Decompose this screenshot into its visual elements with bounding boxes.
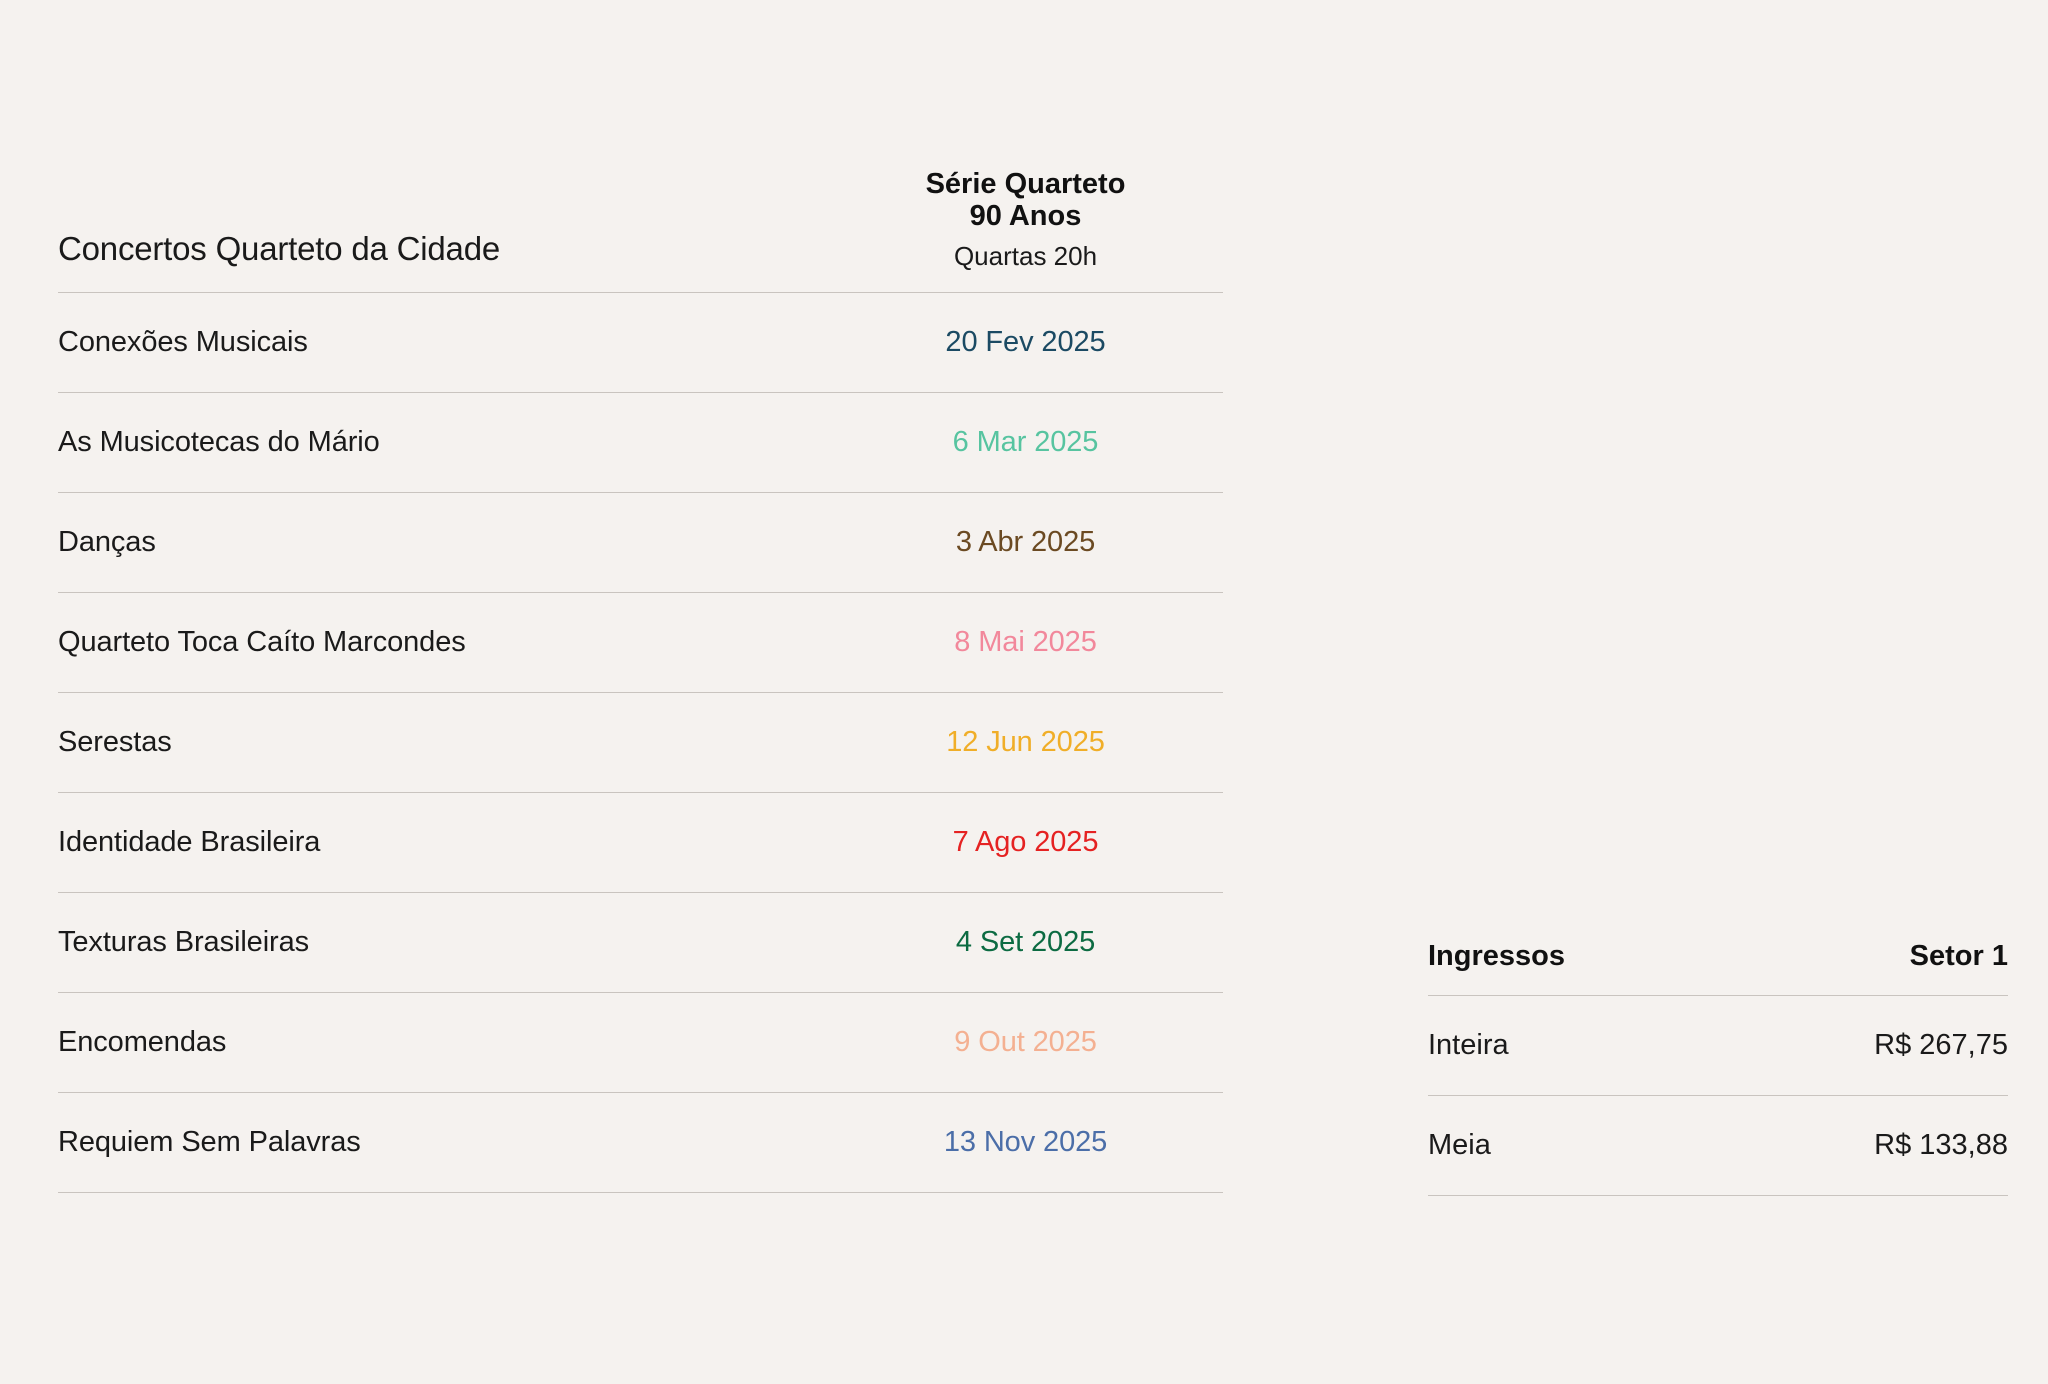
table-row bbox=[58, 893, 1223, 993]
tickets-header-sector: Setor 1 bbox=[1909, 940, 2008, 972]
concerts-row-list bbox=[58, 293, 1223, 1193]
table-row bbox=[58, 1093, 1223, 1193]
concert-date: 7 Ago 2025 bbox=[952, 825, 1099, 858]
concert-name: Requiem Sem Palavras bbox=[58, 1125, 361, 1158]
tickets-header-label: Ingressos bbox=[1428, 940, 1565, 972]
concert-date: 4 Set 2025 bbox=[955, 925, 1096, 958]
series-name-line1: Série Quarteto bbox=[925, 168, 1126, 200]
concerts-table-header bbox=[58, 168, 1223, 293]
ticket-price: R$ 133,88 bbox=[1874, 1129, 2008, 1161]
table-row bbox=[1428, 1096, 2008, 1196]
ticket-type: Inteira bbox=[1428, 1029, 1509, 1061]
concerts-table bbox=[58, 168, 1223, 1193]
table-row bbox=[58, 293, 1223, 393]
concert-date: 20 Fev 2025 bbox=[945, 325, 1106, 358]
concert-date: 9 Out 2025 bbox=[954, 1025, 1097, 1058]
concert-name: Quarteto Toca Caíto Marcondes bbox=[58, 625, 466, 658]
table-row bbox=[58, 993, 1223, 1093]
concert-date: 6 Mar 2025 bbox=[952, 425, 1099, 458]
table-row bbox=[58, 793, 1223, 893]
concert-name: Danças bbox=[58, 525, 156, 558]
tickets-row-list bbox=[1428, 996, 2008, 1196]
table-row bbox=[58, 493, 1223, 593]
concert-date: 8 Mai 2025 bbox=[954, 625, 1097, 658]
concert-date: 13 Nov 2025 bbox=[943, 1125, 1108, 1158]
table-row bbox=[58, 593, 1223, 693]
series-column-header bbox=[828, 168, 1223, 272]
concert-date: 12 Jun 2025 bbox=[946, 725, 1105, 758]
concert-name: Identidade Brasileira bbox=[58, 825, 321, 858]
tickets-table bbox=[1428, 940, 2008, 1196]
series-schedule: Quartas 20h bbox=[953, 240, 1098, 271]
concert-name: As Musicotecas do Mário bbox=[58, 425, 380, 458]
table-row bbox=[1428, 996, 2008, 1096]
concert-name: Texturas Brasileiras bbox=[58, 925, 310, 958]
page-title: Concertos Quarteto da Cidade bbox=[58, 229, 500, 267]
tickets-table-header bbox=[1428, 940, 2008, 996]
ticket-price: R$ 267,75 bbox=[1874, 1029, 2008, 1061]
ticket-type: Meia bbox=[1428, 1129, 1491, 1161]
series-name-line2: 90 Anos bbox=[969, 200, 1082, 233]
concert-date: 3 Abr 2025 bbox=[955, 525, 1096, 558]
concert-name: Conexões Musicais bbox=[58, 325, 308, 358]
concert-name: Serestas bbox=[58, 725, 172, 758]
concert-name: Encomendas bbox=[58, 1025, 227, 1058]
table-row bbox=[58, 693, 1223, 793]
table-row bbox=[58, 393, 1223, 493]
